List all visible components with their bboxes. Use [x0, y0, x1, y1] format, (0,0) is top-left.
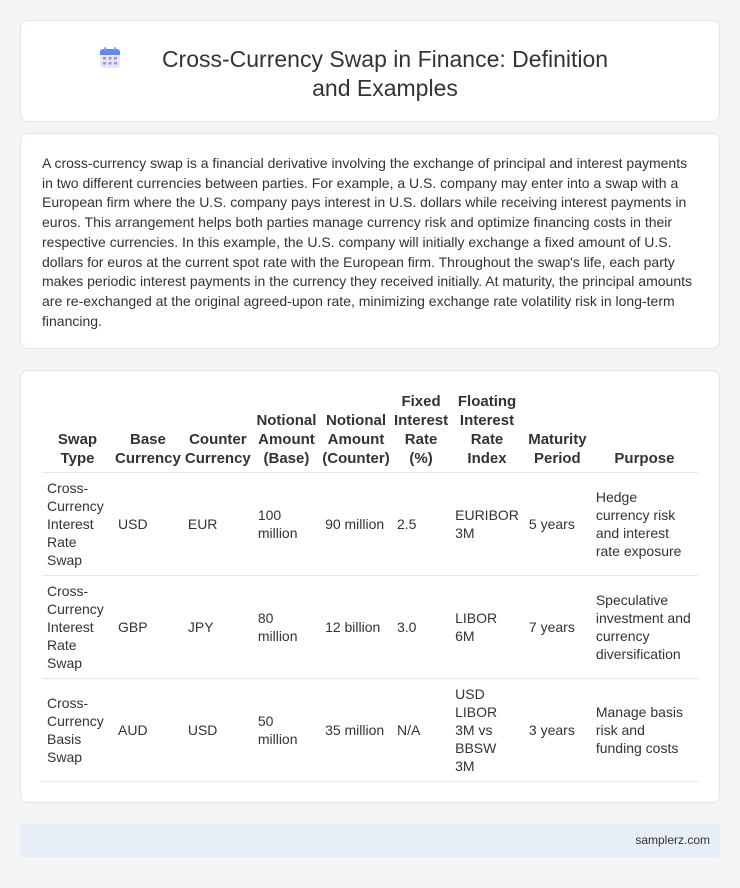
- table-card: [20, 370, 720, 803]
- table-cell: LIBOR 6M: [450, 576, 524, 679]
- table-cell: 3 years: [524, 679, 591, 782]
- page-title: Cross-Currency Swap in Finance: Definition and Examples: [161, 46, 609, 101]
- table-row: [42, 679, 698, 782]
- table-cell: EURIBOR 3M: [450, 473, 524, 576]
- footer-site-link[interactable]: samplerz.com: [635, 833, 710, 847]
- footer-bar: [20, 824, 720, 857]
- table-cell: Cross-Currency Basis Swap: [42, 679, 113, 782]
- table-cell: 80 million: [253, 576, 320, 679]
- table-cell: JPY: [183, 576, 253, 679]
- column-header: Purpose: [591, 392, 698, 473]
- table-header-row: [42, 392, 698, 473]
- description-card: [20, 133, 720, 349]
- column-header: Swap Type: [42, 392, 113, 473]
- table-cell: Cross-Currency Interest Rate Swap: [42, 473, 113, 576]
- table-cell: Cross-Currency Interest Rate Swap: [42, 576, 113, 679]
- table-cell: USD: [183, 679, 253, 782]
- column-header: Floating Interest Rate Index: [450, 392, 524, 473]
- column-header: Maturity Period: [524, 392, 591, 473]
- table-cell: 50 million: [253, 679, 320, 782]
- table-cell: N/A: [392, 679, 450, 782]
- table-cell: 3.0: [392, 576, 450, 679]
- swap-table: [42, 392, 698, 782]
- table-cell: USD: [113, 473, 183, 576]
- table-cell: 5 years: [524, 473, 591, 576]
- table-cell: 90 million: [320, 473, 392, 576]
- table-cell: GBP: [113, 576, 183, 679]
- description-text: A cross-currency swap is a financial derivative involving the exchange of principal and interest payments in two different currencies between parties. For example, a U.S. company may enter into a swap with a European firm where the U.S. company pays interest in U.S. dollars while receiving interest payments in euros. This arrangement helps both parties manage currency risk and optimize financing costs in their respective currencies. In this example, the U.S. company will initially exchange a fixed amount of U.S. dollars for euros at the current spot rate with the European firm. Throughout the swap's life, each party makes periodic interest payments in the currency they received initially. At maturity, the principal amounts are re-exchanged at the original agreed-upon rate, minimizing exchange rate volatility risk in long-term financing.: [42, 155, 692, 329]
- title-card: [20, 20, 720, 122]
- column-header: Notional Amount (Counter): [320, 392, 392, 473]
- table-cell: 12 billion: [320, 576, 392, 679]
- column-header: Fixed Interest Rate (%): [392, 392, 450, 473]
- table-cell: 2.5: [392, 473, 450, 576]
- table-cell: EUR: [183, 473, 253, 576]
- table-cell: 35 million: [320, 679, 392, 782]
- column-header: Base Currency: [113, 392, 183, 473]
- table-cell: Speculative investment and currency diversification: [591, 576, 698, 679]
- table-row: [42, 473, 698, 576]
- table-cell: 100 million: [253, 473, 320, 576]
- column-header: Counter Currency: [183, 392, 253, 473]
- table-cell: 7 years: [524, 576, 591, 679]
- table-cell: AUD: [113, 679, 183, 782]
- table-row: [42, 576, 698, 679]
- table-cell: Hedge currency risk and interest rate exposure: [591, 473, 698, 576]
- column-header: Notional Amount (Base): [253, 392, 320, 473]
- table-cell: Manage basis risk and funding costs: [591, 679, 698, 782]
- table-cell: USD LIBOR 3M vs BBSW 3M: [450, 679, 524, 782]
